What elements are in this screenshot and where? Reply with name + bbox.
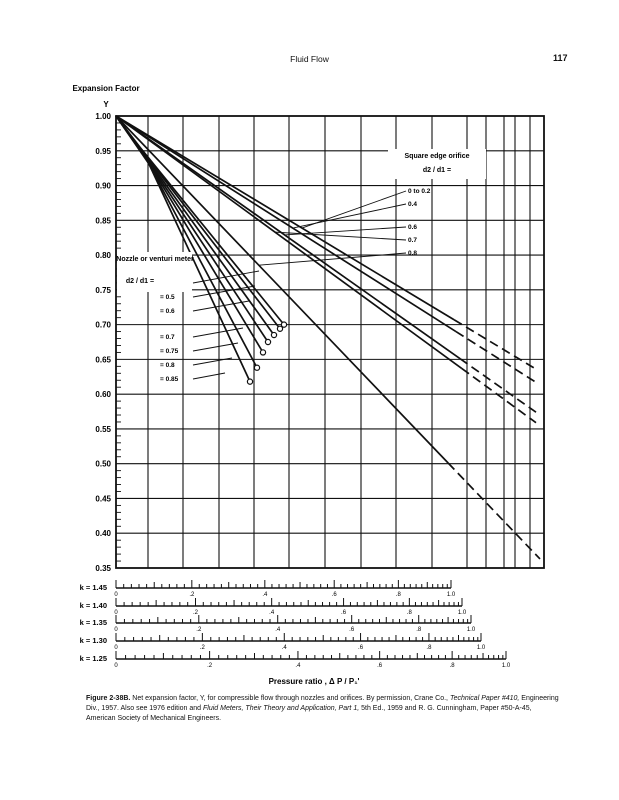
orifice-series-label: 0.4: [408, 201, 418, 208]
orifice-curve-dashed: [462, 368, 536, 422]
k-scale-label: k = 1.40: [79, 601, 107, 610]
k-scale-tick-label: .2: [192, 610, 199, 616]
orifice-series-label: 0.8: [408, 250, 418, 257]
y-tick-label: 0.85: [95, 216, 111, 226]
caption-italic-2: Fluid Meters, Their Theory and Application, Part 1,: [203, 705, 360, 712]
chart-labels: [160, 188, 431, 383]
k-scale-tick-label: 1.0: [501, 663, 511, 669]
orifice-ratio-label: d2 / d1 =: [422, 167, 452, 174]
k-scale-zero: 0: [114, 610, 118, 616]
caption-text-2: Engineering Div., 1957. Also see 1976 edition and: [86, 695, 559, 712]
orifice-curve-dashed: [460, 359, 536, 413]
k-scale-tick-label: .8: [416, 627, 422, 633]
k-scale-tick-label: .6: [341, 610, 347, 616]
k-scale-tick-label: .2: [207, 663, 213, 669]
k-scale-tick-label: .8: [395, 592, 401, 598]
orifice-series-label: 0.7: [408, 237, 418, 244]
k-scale-tick-label: .4: [275, 627, 281, 633]
nozzle-leader-line: [193, 343, 238, 351]
nozzle-series-label: = 0.8: [160, 362, 175, 369]
caption-text-3: 5th Ed., 1959 and R. G. Cunningham, Paper #50-A-45, American Society of Mechanical Engineers.: [86, 705, 532, 722]
y-tick-label: 0.75: [95, 285, 111, 295]
x-axis-label: Pressure ratio , Δ P / P₁': [268, 677, 360, 686]
y-tick-label: 0.40: [95, 529, 111, 539]
k-scale-tick-label: .2: [199, 645, 205, 651]
y-tick-label: 0.50: [95, 459, 111, 469]
y-tick-label: 0.35: [95, 564, 111, 573]
y-tick-label: 0.65: [95, 355, 111, 365]
k-scale-tick-label: .6: [331, 592, 337, 598]
k-scale-tick-label: .4: [262, 592, 268, 598]
page-header-title: Fluid Flow: [290, 54, 329, 64]
nozzle-curve-endpoint: [271, 332, 276, 337]
k-scale-tick-label: .6: [358, 645, 364, 651]
nozzle-series-label: = 0.7: [160, 334, 175, 341]
y-axis-symbol: Y: [103, 100, 109, 109]
k-scale-zero: 0: [114, 627, 118, 633]
y-tick-label: 0.95: [95, 146, 111, 156]
page-number: 117: [553, 53, 568, 63]
y-tick-label: 0.55: [95, 424, 111, 434]
k-scale-tick-label: 1.0: [466, 627, 476, 633]
y-tick-label: 0.45: [95, 494, 111, 504]
nozzle-leader-line: [193, 301, 249, 311]
y-tick-label: 0.60: [95, 390, 111, 400]
k-scale-label: k = 1.45: [79, 583, 107, 592]
caption-figure-number: Figure 2-38B.: [86, 695, 131, 702]
k-scale-tick-label: .4: [281, 645, 287, 651]
y-tick-label: 0.80: [95, 251, 111, 261]
nozzle-group-title: Nozzle or venturi meter: [116, 256, 194, 263]
nozzle-leader-line: [193, 328, 243, 337]
k-scale-zero: 0: [114, 663, 118, 669]
nozzle-curve-endpoint: [265, 339, 270, 344]
k-scale-tick-label: .8: [406, 610, 412, 616]
caption-text-1: Net expansion factor, Y, for compressible flow through nozzles and orifices. By permission, Crane Co.,: [130, 695, 450, 702]
k-scale-zero: 0: [114, 645, 118, 651]
nozzle-curve-endpoint: [260, 350, 265, 355]
k-scale-zero: 0: [114, 592, 118, 598]
k-scale-tick-label: .6: [349, 627, 355, 633]
nozzle-curve-endpoint: [277, 326, 282, 331]
k-scale-tick-label: 1.0: [446, 592, 456, 598]
k-scale-tick-label: .6: [377, 663, 383, 669]
y-tick-label: 1.00: [95, 112, 111, 121]
nozzle-curve-endpoint: [254, 365, 259, 370]
orifice-curve-dashed: [456, 332, 536, 383]
nozzle-curve-start: [116, 116, 149, 164]
orifice-curve-dashed: [454, 320, 536, 369]
nozzle-curve-endpoint: [247, 379, 252, 384]
k-scale-tick-label: .2: [189, 592, 195, 598]
orifice-series-label: 0.6: [408, 224, 418, 231]
nozzle-series-label: = 0.75: [160, 348, 179, 355]
nozzle-series-label: = 0.5: [160, 294, 175, 301]
orifice-leader-line: [293, 204, 406, 228]
orifice-series-label: 0 to 0.2: [408, 188, 431, 195]
nozzle-series-label: = 0.6: [160, 308, 175, 315]
orifice-leader-line: [275, 232, 406, 240]
nozzle-series-label: = 0.85: [160, 376, 179, 383]
y-axis-label: Expansion Factor: [72, 84, 140, 93]
figure-caption: [86, 694, 561, 724]
k-scale-tick-label: .4: [295, 663, 301, 669]
caption-italic-1: Technical Paper #410,: [449, 695, 520, 702]
k-scale-tick-label: .8: [426, 645, 432, 651]
y-tick-label: 0.70: [95, 320, 111, 330]
nozzle-curve-endpoint: [281, 322, 286, 327]
orifice-group-title: Square edge orifice: [404, 153, 470, 160]
k-scales: [80, 580, 511, 669]
nozzle-ratio-label: d2 / d1 =: [125, 278, 155, 285]
k-scale-tick-label: .4: [269, 610, 275, 616]
chart-series: [116, 116, 540, 559]
k-scale-tick-label: .8: [449, 663, 455, 669]
k-scale-label: k = 1.35: [79, 618, 107, 627]
orifice-curve-dashed: [448, 463, 540, 559]
nozzle-leader-line: [193, 373, 225, 379]
k-scale-tick-label: .2: [196, 627, 202, 633]
k-scale-tick-label: 1.0: [476, 645, 486, 651]
k-scale-label: k = 1.25: [79, 654, 107, 663]
k-scale-label: k = 1.30: [79, 636, 107, 645]
k-scale-tick-label: 1.0: [457, 610, 467, 616]
y-tick-label: 0.90: [95, 181, 111, 191]
